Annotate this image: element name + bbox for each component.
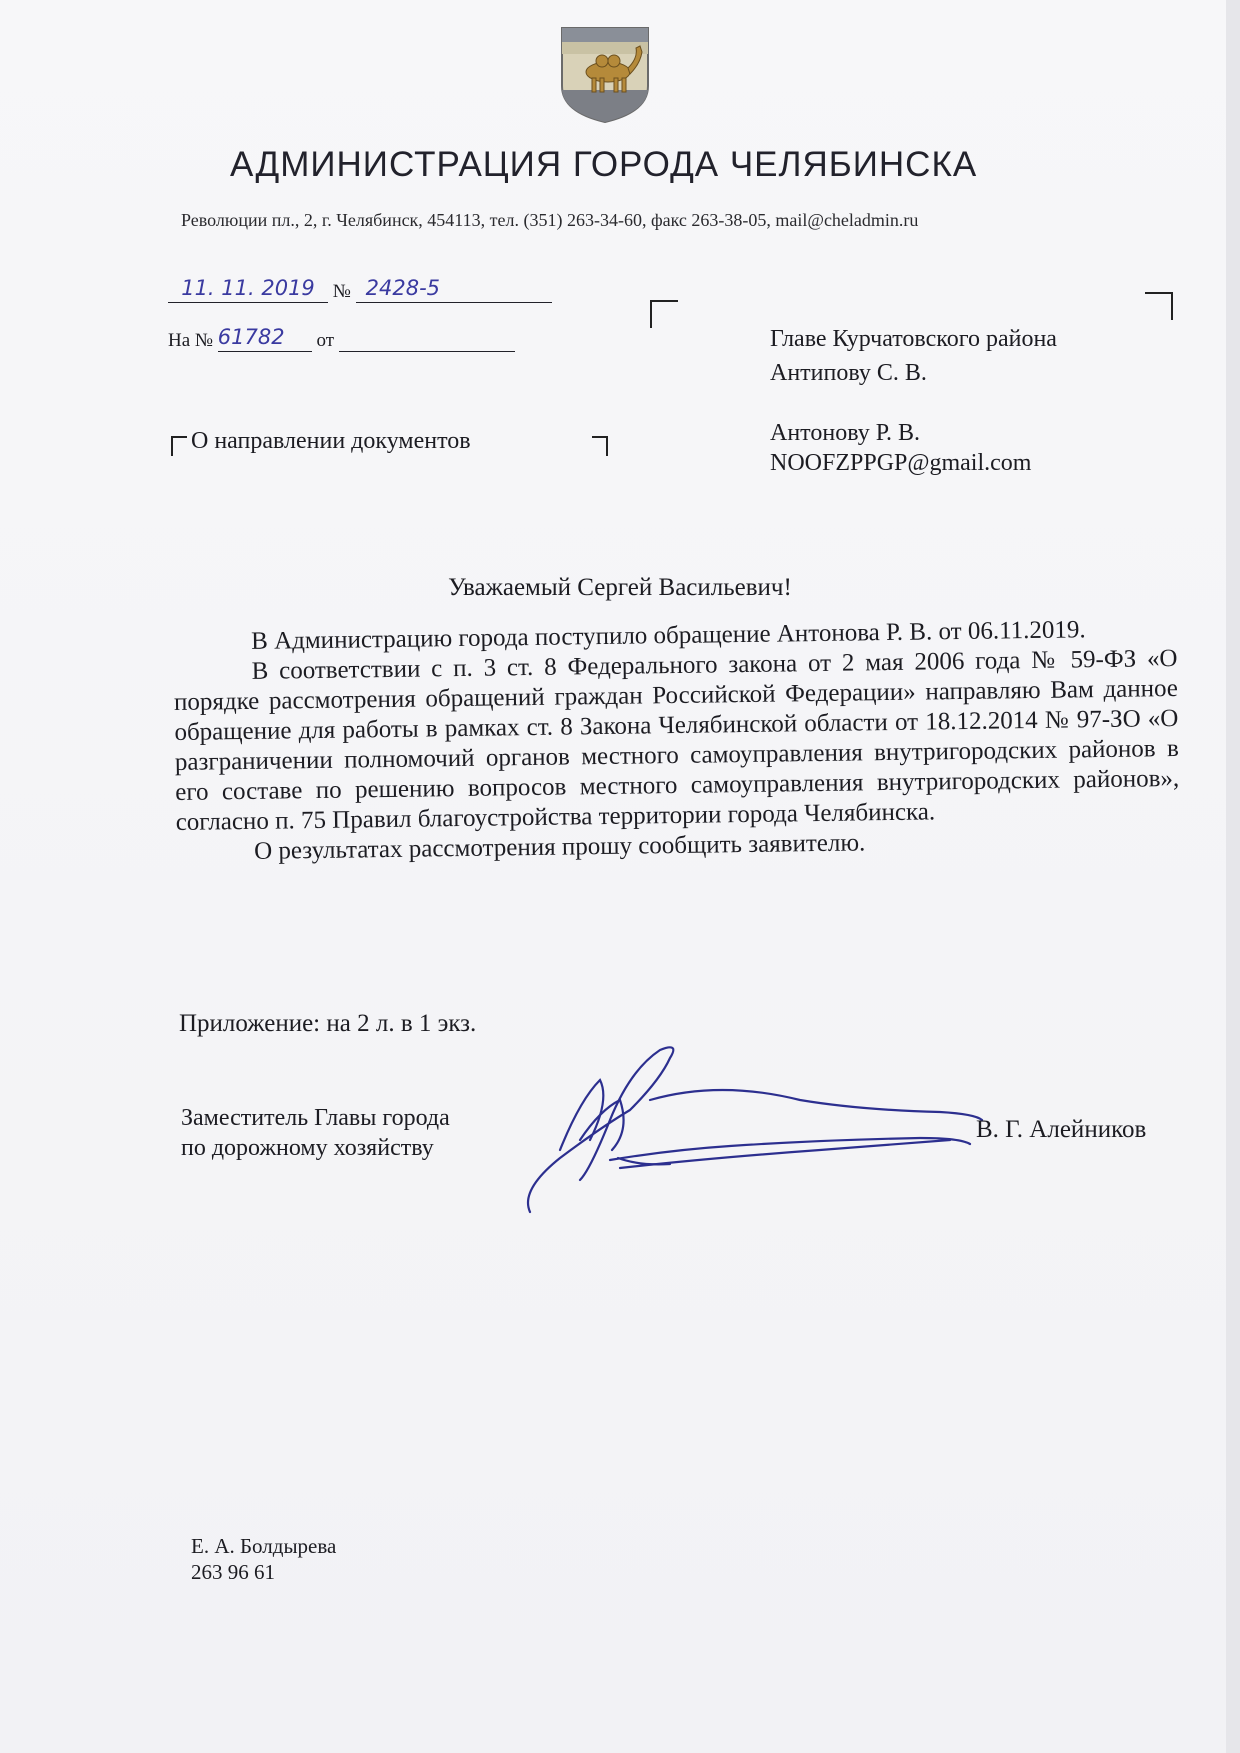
registration-number-label: № [332, 281, 351, 302]
signatory-position-line-2: по дорожному хозяйству [181, 1135, 434, 1161]
executor-phone: 263 96 61 [191, 1560, 275, 1584]
body-paragraph-2: В соответствии с п. 3 ст. 8 Федерального закона от 2 мая 2006 года № 59-ФЗ «О порядке рассмотрения обращений граждан Российской Федерации» направляю Вам данное обращение для работы в рамках ст. 8 Закона Челябинской области от 18.12.2014 № 97-ЗО «О разграничении полномочий органов местного самоуправления внутригородских районов в его составе по решению вопросов местного самоуправления внутригородских районов», согласно п. 75 Правил благоустройства территории города Челябинска. [173, 644, 1180, 836]
recipient-line-2: Антипову С. В. [770, 360, 927, 386]
body-paragraph-1: В Администрацию города поступило обращение Антонова Р. В. от 06.11.2019. [251, 616, 1086, 655]
signatory-name: В. Г. Алейников [976, 1116, 1147, 1143]
recipient-line-1: Главе Курчатовского района [770, 326, 1057, 352]
recipient-line-3: Антонову Р. В. [770, 420, 921, 446]
handwritten-signature [520, 1040, 990, 1220]
registration-number: 2428-5 [365, 276, 441, 300]
reference-field [168, 325, 515, 352]
registration-date-field [168, 276, 552, 303]
recipient-corner-mark-right [1145, 292, 1173, 320]
executor-name: Е. А. Болдырева [191, 1534, 337, 1558]
signatory-position [181, 1103, 450, 1163]
body-paragraph-3: О результатах рассмотрения прошу сообщить заявителю. [253, 829, 866, 865]
recipient-corner-mark-left [650, 300, 678, 328]
organization-title: АДМИНИСТРАЦИЯ ГОРОДА ЧЕЛЯБИНСКА [230, 145, 978, 184]
city-coat-of-arms-icon [558, 24, 652, 124]
letter-body [173, 614, 1180, 868]
subject-corner-mark-right [592, 436, 608, 456]
signatory-position-line-1: Заместитель Главы города [181, 1105, 450, 1131]
recipient-email: NOOFZPPGP@gmail.com [770, 450, 1032, 476]
reference-from-label: от [316, 330, 335, 351]
letter-subject: О направлении документов [191, 428, 471, 454]
scan-edge [1226, 0, 1240, 1753]
reference-label: На № [168, 330, 214, 351]
letter-greeting: Уважаемый Сергей Васильевич! [448, 574, 792, 601]
attachment-note: Приложение: на 2 л. в 1 экз. [179, 1010, 477, 1037]
executor-info [191, 1533, 336, 1585]
organization-address: Революции пл., 2, г. Челябинск, 454113, тел. (351) 263-34-60, факс 263-38-05, mail@cheladmin.ru [181, 210, 919, 230]
reference-number: 61782 [217, 325, 285, 349]
subject-corner-mark-left [171, 436, 187, 456]
registration-date: 11. 11. 2019 [181, 276, 315, 300]
